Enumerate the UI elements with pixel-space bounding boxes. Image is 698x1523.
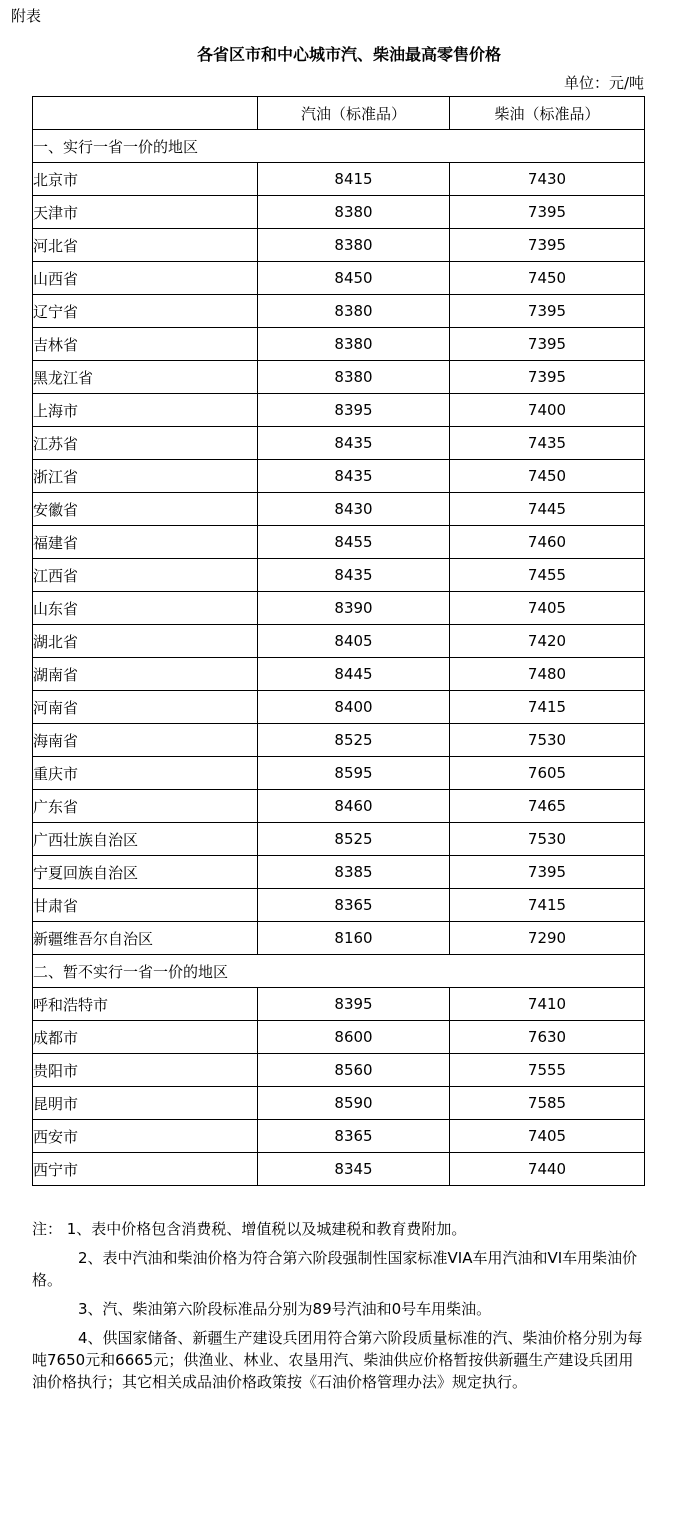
table-row [33,427,645,460]
gasoline-price-cell: 8380 [258,328,450,361]
diesel-price-cell: 7530 [450,724,645,757]
table-row [33,196,645,229]
table-row [33,592,645,625]
table-row [33,361,645,394]
region-name-cell: 新疆维吾尔自治区 [33,922,258,955]
diesel-price-cell: 7555 [450,1054,645,1087]
diesel-price-cell: 7395 [450,229,645,262]
gasoline-price-cell: 8400 [258,691,450,724]
region-name-cell: 河南省 [33,691,258,724]
diesel-price-cell: 7395 [450,328,645,361]
attachment-label: 附表 [11,7,42,25]
region-name-cell: 江西省 [33,559,258,592]
gasoline-price-cell: 8435 [258,559,450,592]
region-name-cell: 贵阳市 [33,1054,258,1087]
region-name-cell: 甘肃省 [33,889,258,922]
gasoline-price-cell: 8345 [258,1153,450,1186]
region-name-cell: 昆明市 [33,1087,258,1120]
diesel-price-cell: 7480 [450,658,645,691]
table-row [33,988,645,1021]
section-heading-row [33,955,645,988]
region-name-cell: 吉林省 [33,328,258,361]
gasoline-price-cell: 8380 [258,361,450,394]
header-cell-region [33,97,258,130]
region-name-cell: 海南省 [33,724,258,757]
gasoline-price-cell: 8435 [258,460,450,493]
table-row [33,856,645,889]
diesel-price-cell: 7290 [450,922,645,955]
table-row [33,922,645,955]
diesel-price-cell: 7630 [450,1021,645,1054]
region-name-cell: 河北省 [33,229,258,262]
diesel-price-cell: 7430 [450,163,645,196]
diesel-price-cell: 7445 [450,493,645,526]
table-row [33,625,645,658]
diesel-price-cell: 7415 [450,889,645,922]
section-heading-row [33,130,645,163]
gasoline-price-cell: 8595 [258,757,450,790]
region-name-cell: 山东省 [33,592,258,625]
gasoline-price-cell: 8365 [258,1120,450,1153]
table-row [33,757,645,790]
note-3: 3、汽、柴油第六阶段标准品分别为89号汽油和0号车用柴油。 [78,1300,492,1318]
table-row [33,1120,645,1153]
gasoline-price-cell: 8395 [258,394,450,427]
document-title: 各省区市和中心城市汽、柴油最高零售价格 [196,45,501,64]
diesel-price-cell: 7455 [450,559,645,592]
gasoline-price-cell: 8435 [258,427,450,460]
note-4: 4、供国家储备、新疆生产建设兵团用符合第六阶段质量标准的汽、柴油价格分别为每吨7650元和6665元；供渔业、林业、农垦用汽、柴油供应价格暂按供新疆生产建设兵团用油价格执行；其它相关成品油价格政策按《石油价格管理办法》规定执行。 [32,1329,643,1391]
note-1: 注： 1、表中价格包含消费税、增值税以及城建税和教育费附加。 [32,1220,467,1238]
region-name-cell: 湖北省 [33,625,258,658]
table-row [33,1021,645,1054]
note-2: 2、表中汽油和柴油价格为符合第六阶段强制性国家标准VIA车用汽油和VI车用柴油价格。 [32,1249,638,1289]
gasoline-price-cell: 8590 [258,1087,450,1120]
gasoline-price-cell: 8385 [258,856,450,889]
gasoline-price-cell: 8405 [258,625,450,658]
diesel-price-cell: 7605 [450,757,645,790]
table-row [33,493,645,526]
diesel-price-cell: 7415 [450,691,645,724]
region-name-cell: 宁夏回族自治区 [33,856,258,889]
diesel-price-cell: 7420 [450,625,645,658]
unit-label: 单位：元/吨 [563,74,644,92]
table-row [33,823,645,856]
table-row [33,295,645,328]
table-row [33,790,645,823]
diesel-price-cell: 7530 [450,823,645,856]
diesel-price-cell: 7440 [450,1153,645,1186]
region-name-cell: 辽宁省 [33,295,258,328]
table-row [33,460,645,493]
table-row [33,889,645,922]
diesel-price-cell: 7460 [450,526,645,559]
region-name-cell: 北京市 [33,163,258,196]
diesel-price-cell: 7395 [450,856,645,889]
table-row [33,724,645,757]
table-row [33,1153,645,1186]
gasoline-price-cell: 8525 [258,724,450,757]
region-name-cell: 安徽省 [33,493,258,526]
region-name-cell: 广西壮族自治区 [33,823,258,856]
region-name-cell: 天津市 [33,196,258,229]
gasoline-price-cell: 8380 [258,229,450,262]
diesel-price-cell: 7400 [450,394,645,427]
region-name-cell: 呼和浩特市 [33,988,258,1021]
gasoline-price-cell: 8390 [258,592,450,625]
diesel-price-cell: 7405 [450,1120,645,1153]
region-name-cell: 西宁市 [33,1153,258,1186]
table-row [33,559,645,592]
diesel-price-cell: 7435 [450,427,645,460]
region-name-cell: 福建省 [33,526,258,559]
diesel-price-cell: 7450 [450,262,645,295]
header-cell-gasoline: 汽油（标准品） [258,97,450,130]
gasoline-price-cell: 8380 [258,295,450,328]
region-name-cell: 重庆市 [33,757,258,790]
diesel-price-cell: 7395 [450,196,645,229]
gasoline-price-cell: 8455 [258,526,450,559]
section-heading: 一、实行一省一价的地区 [33,130,645,163]
diesel-price-cell: 7410 [450,988,645,1021]
table-row [33,328,645,361]
table-row [33,691,645,724]
table-row [33,394,645,427]
table-row [33,658,645,691]
diesel-price-cell: 7585 [450,1087,645,1120]
diesel-price-cell: 7465 [450,790,645,823]
table-row [33,1054,645,1087]
region-name-cell: 浙江省 [33,460,258,493]
diesel-price-cell: 7405 [450,592,645,625]
gasoline-price-cell: 8450 [258,262,450,295]
gasoline-price-cell: 8365 [258,889,450,922]
table-row [33,262,645,295]
region-name-cell: 江苏省 [33,427,258,460]
gasoline-price-cell: 8445 [258,658,450,691]
region-name-cell: 上海市 [33,394,258,427]
table-header-row [33,97,645,130]
price-table [32,96,645,1186]
diesel-price-cell: 7450 [450,460,645,493]
table-row [33,163,645,196]
table-row [33,526,645,559]
header-cell-diesel: 柴油（标准品） [450,97,645,130]
gasoline-price-cell: 8160 [258,922,450,955]
diesel-price-cell: 7395 [450,295,645,328]
region-name-cell: 西安市 [33,1120,258,1153]
table-row [33,229,645,262]
gasoline-price-cell: 8380 [258,196,450,229]
region-name-cell: 广东省 [33,790,258,823]
region-name-cell: 山西省 [33,262,258,295]
region-name-cell: 湖南省 [33,658,258,691]
gasoline-price-cell: 8525 [258,823,450,856]
diesel-price-cell: 7395 [450,361,645,394]
section-heading: 二、暂不实行一省一价的地区 [33,955,645,988]
gasoline-price-cell: 8600 [258,1021,450,1054]
gasoline-price-cell: 8415 [258,163,450,196]
region-name-cell: 黑龙江省 [33,361,258,394]
gasoline-price-cell: 8460 [258,790,450,823]
gasoline-price-cell: 8560 [258,1054,450,1087]
gasoline-price-cell: 8430 [258,493,450,526]
notes-section [32,1218,647,1400]
region-name-cell: 成都市 [33,1021,258,1054]
table-row [33,1087,645,1120]
gasoline-price-cell: 8395 [258,988,450,1021]
